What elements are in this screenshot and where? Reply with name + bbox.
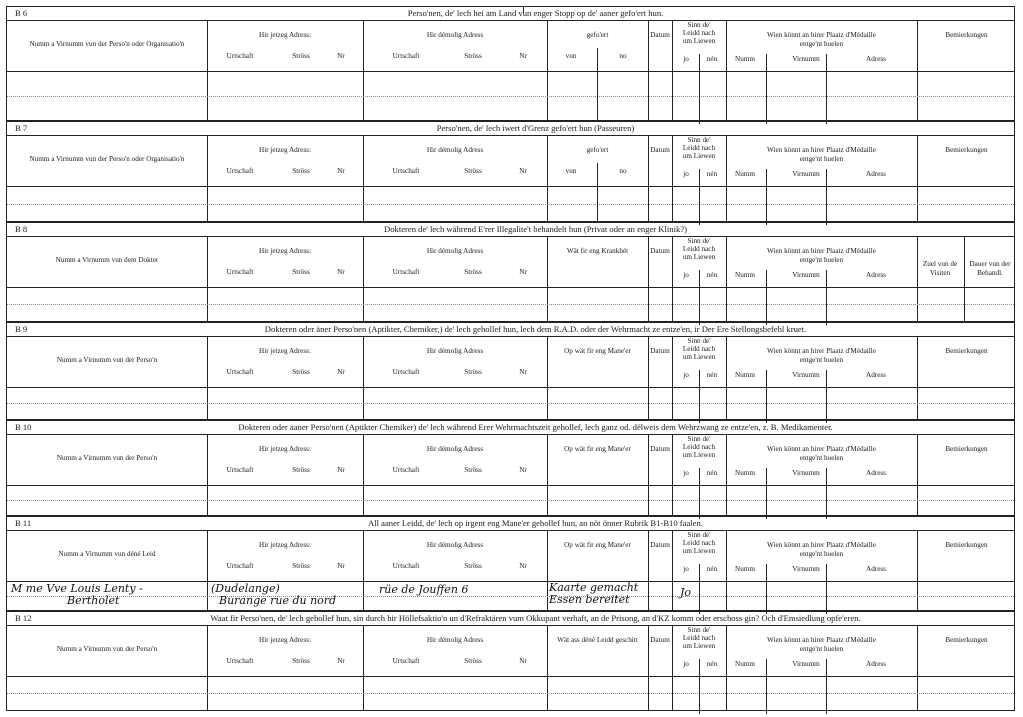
- former-address-header: Hir démolig Adress: [426, 636, 484, 644]
- former-town-subheader: Urtschaft: [392, 268, 420, 276]
- remarks-column-header: Bemierkungen: [945, 541, 988, 549]
- section-b11: [6, 516, 1015, 611]
- medal-column-header: Wien könnt an hirer Plaatz d'Médaille entge'nt huelen: [767, 31, 876, 48]
- no-subheader: nén: [706, 469, 718, 477]
- sense-column-header: Sinn de' Leidd nach um Liewen: [682, 531, 716, 555]
- section-title-row: [7, 612, 1014, 626]
- former-town-subheader: Urtschaft: [392, 562, 420, 570]
- extra-column-header: Wät ass déné Leidd geschitt: [557, 636, 638, 644]
- section-heading: Perso'nen, de' lech iwert d'Grenz gefo'ert hun (Passeuren): [436, 123, 635, 133]
- medal-subcolumn-divider: [826, 564, 827, 614]
- yes-subheader: jo: [683, 271, 689, 279]
- medal-subcolumn-divider: [826, 370, 827, 423]
- current-town-subheader: Urtschaft: [226, 657, 254, 665]
- current-address-header: Hir jetzeg Adress:: [259, 347, 311, 355]
- yes-subheader: jo: [683, 55, 689, 63]
- current-number-subheader: Nr: [337, 167, 345, 175]
- extra-column-header: Op wät fir eng Mane'er: [564, 541, 631, 549]
- medal-surname-subheader: Numm: [735, 565, 755, 573]
- section-heading: Dokteren de' lech während E'rer Illegalite't behandelt hun (Privat oder an enger Klinik?): [384, 224, 687, 234]
- former-address-header: Hir démolig Adress: [426, 31, 484, 39]
- former-address-header: Hir démolig Adress: [426, 247, 484, 255]
- extra-column-header: Wät fir eng Krankhét: [566, 247, 629, 255]
- current-town-subheader: Urtschaft: [226, 52, 254, 60]
- medal-subcolumn-divider: [766, 169, 767, 225]
- entry-row-divider: [7, 403, 1014, 404]
- extra-column-header: gefo'ert: [586, 31, 609, 39]
- entry-row-divider: [7, 693, 1014, 694]
- date-column-header: Datum: [650, 247, 670, 255]
- former-street-subheader: Ströss: [464, 466, 482, 474]
- former-town-subheader: Urtschaft: [392, 167, 420, 175]
- entry-row-divider: [7, 596, 1014, 597]
- medal-column-header: Wien könnt an hirer Plaatz d'Médaille entge'nt huelen: [767, 541, 876, 558]
- former-address-header: Hir démolig Adress: [426, 347, 484, 355]
- medal-firstname-subheader: Virnumm: [792, 660, 820, 668]
- section-title-row: [7, 122, 1014, 136]
- current-number-subheader: Nr: [337, 268, 345, 276]
- former-street-subheader: Ströss: [464, 52, 482, 60]
- medal-firstname-subheader: Virnumm: [792, 565, 820, 573]
- current-number-subheader: Nr: [337, 657, 345, 665]
- yes-subheader: jo: [683, 371, 689, 379]
- section-code: B 10: [15, 422, 32, 432]
- entry-row-divider: [7, 204, 1014, 205]
- remarks-subcolumn-divider: [964, 236, 965, 321]
- yes-no-divider: [699, 169, 700, 225]
- medal-subcolumn-divider: [766, 54, 767, 124]
- extra-column-header: Op wät fir eng Mane'er: [564, 347, 631, 355]
- sense-column-header: Sinn de' Leidd nach um Liewen: [682, 237, 716, 261]
- column-divider: [917, 236, 918, 321]
- medal-column-header: Wien könnt an hirer Plaatz d'Médaille entge'nt huelen: [767, 347, 876, 364]
- section-title-row: [7, 323, 1014, 337]
- former-town-subheader: Urtschaft: [392, 466, 420, 474]
- medal-surname-subheader: Numm: [735, 469, 755, 477]
- handwritten-name-line-2: Bertholet: [67, 594, 120, 607]
- former-number-subheader: Nr: [519, 562, 527, 570]
- handwritten-manner-line-2: Essen bereitet: [549, 593, 630, 606]
- section-b8: [6, 222, 1015, 322]
- section-b6: [6, 6, 1015, 121]
- handwritten-town-line-1: (Dudelange): [211, 582, 280, 595]
- remarks-column-header: Bemierkungen: [945, 347, 988, 355]
- header-divider: [7, 581, 1014, 582]
- medal-subcolumn-divider: [766, 270, 767, 325]
- section-title-row: [7, 421, 1014, 435]
- medal-address-subheader: Adress: [866, 170, 886, 178]
- section-title-row: [7, 223, 1014, 237]
- current-street-subheader: Ströss: [292, 466, 310, 474]
- entry-row-divider: [7, 304, 1014, 305]
- name-column-header: Numm a Virnumm vun der Perso'n oder Organisatio'n: [29, 155, 185, 163]
- yes-no-divider: [699, 659, 700, 714]
- medal-firstname-subheader: Virnumm: [792, 170, 820, 178]
- former-number-subheader: Nr: [519, 167, 527, 175]
- name-column-header: Numm a Virnumm vun der Perso'n: [56, 356, 158, 364]
- section-code: B 8: [15, 224, 28, 234]
- medal-subcolumn-divider: [766, 659, 767, 714]
- sense-column-header: Sinn de' Leidd nach um Liewen: [682, 136, 716, 160]
- medal-subcolumn-divider: [826, 270, 827, 325]
- former-number-subheader: Nr: [519, 368, 527, 376]
- section-b9: [6, 322, 1015, 420]
- current-street-subheader: Ströss: [292, 657, 310, 665]
- yes-no-divider: [699, 54, 700, 124]
- medal-firstname-subheader: Virnumm: [792, 469, 820, 477]
- former-number-subheader: Nr: [519, 268, 527, 276]
- section-title-row: [7, 7, 1014, 21]
- medal-address-subheader: Adress: [866, 469, 886, 477]
- yes-subheader: jo: [683, 170, 689, 178]
- handwritten-town-line-2: Burange rue du nord: [219, 594, 337, 607]
- no-subheader: nén: [706, 271, 718, 279]
- date-column-header: Datum: [650, 347, 670, 355]
- section-code: B 7: [15, 123, 28, 133]
- no-subheader: nén: [706, 170, 718, 178]
- former-number-subheader: Nr: [519, 52, 527, 60]
- former-number-subheader: Nr: [519, 466, 527, 474]
- current-address-header: Hir jetzeg Adress:: [259, 445, 311, 453]
- medal-subcolumn-divider: [826, 54, 827, 124]
- section-code: B 11: [15, 518, 32, 528]
- from-subheader: vun: [565, 167, 577, 175]
- sense-column-header: Sinn de' Leidd nach um Liewen: [682, 337, 716, 361]
- section-b12: [6, 611, 1015, 711]
- former-street-subheader: Ströss: [464, 268, 482, 276]
- former-street-subheader: Ströss: [464, 562, 482, 570]
- header-divider: [7, 287, 1014, 288]
- former-street-subheader: Ströss: [464, 657, 482, 665]
- section-b10: [6, 420, 1015, 516]
- section-heading: Dokteren oder aaner Perso'nen (Aptikter Chemiker) de' lech während Erer Wehrmachtszeit gehollef, lech ganz od. dëlweis dem Wehrzwang ze entze'en, z. B. Medikamenter.: [238, 422, 833, 432]
- visits-column-header: Zuel vun de Visiten: [922, 260, 958, 277]
- former-address-header: Hir démolig Adress: [426, 541, 484, 549]
- medal-address-subheader: Adress: [866, 271, 886, 279]
- no-subheader: nén: [706, 565, 718, 573]
- handwritten-name-line-1: M me Vve Louis Lenty -: [11, 582, 143, 595]
- current-address-header: Hir jetzeg Adress:: [259, 636, 311, 644]
- no-subheader: nén: [706, 55, 718, 63]
- name-column-header: Numm a Virnumm vun der Perso'n: [56, 454, 158, 462]
- no-subheader: nén: [706, 371, 718, 379]
- former-town-subheader: Urtschaft: [392, 657, 420, 665]
- name-column-header: Numm a Virnumm vun der Perso'n: [56, 645, 158, 653]
- name-column-header: Numm a Virnumm vun déné Leid: [58, 550, 156, 558]
- medal-subcolumn-divider: [766, 564, 767, 614]
- section-title-row: [7, 517, 1014, 531]
- header-divider: [7, 676, 1014, 677]
- current-street-subheader: Ströss: [292, 562, 310, 570]
- yes-no-divider: [699, 270, 700, 325]
- remarks-column-header: Bemierkungen: [945, 636, 988, 644]
- date-column-header: Datum: [650, 146, 670, 154]
- medal-surname-subheader: Numm: [735, 660, 755, 668]
- remarks-column-header: Bemierkungen: [945, 146, 988, 154]
- medal-address-subheader: Adress: [866, 565, 886, 573]
- handwritten-manner-line-1: Kaarte gemacht: [549, 581, 639, 594]
- current-town-subheader: Urtschaft: [226, 167, 254, 175]
- name-column-header: Numm a Virnumm vun dem Dokter: [55, 256, 159, 264]
- current-street-subheader: Ströss: [292, 167, 310, 175]
- subcolumn-divider: [597, 163, 598, 221]
- medal-address-subheader: Adress: [866, 55, 886, 63]
- entry-row-divider: [7, 500, 1014, 501]
- header-divider: [7, 186, 1014, 187]
- medal-firstname-subheader: Virnumm: [792, 55, 820, 63]
- section-heading: Waat fir Perso'nen, de' lech gehollef hun, sin durch hir Höllefsaktio'n un d'Refraktären vum Okkupant verhaft, an de Prisong, an d'KZ komm oder erschoss gin? Och d'Emsiedlung opfe'eren.: [210, 613, 861, 623]
- name-column-header: Numm a Virnumm vun der Perso'n oder Organisatio'n: [29, 40, 185, 48]
- entry-row-divider: [7, 96, 1014, 97]
- current-address-header: Hir jetzeg Adress:: [259, 31, 311, 39]
- yes-no-divider: [699, 370, 700, 423]
- medal-surname-subheader: Numm: [735, 55, 755, 63]
- medal-subcolumn-divider: [826, 659, 827, 714]
- current-number-subheader: Nr: [337, 52, 345, 60]
- medal-surname-subheader: Numm: [735, 371, 755, 379]
- current-address-header: Hir jetzeg Adress:: [259, 146, 311, 154]
- section-heading: All aaner Leidd, de' lech op irgent eng Mane'er gehollef hun, an nöt önner Rubrik B1-B10 faalen.: [368, 518, 703, 528]
- current-number-subheader: Nr: [337, 562, 345, 570]
- medal-firstname-subheader: Virnumm: [792, 271, 820, 279]
- header-divider: [7, 387, 1014, 388]
- to-subheader: no: [619, 52, 627, 60]
- current-address-header: Hir jetzeg Adress:: [259, 541, 311, 549]
- current-town-subheader: Urtschaft: [226, 466, 254, 474]
- former-street-subheader: Ströss: [464, 167, 482, 175]
- remarks-column-header: Bemierkungen: [945, 445, 988, 453]
- date-column-header: Datum: [650, 445, 670, 453]
- to-subheader: no: [619, 167, 627, 175]
- medal-surname-subheader: Numm: [735, 271, 755, 279]
- medal-subcolumn-divider: [766, 370, 767, 423]
- yes-no-divider: [699, 564, 700, 614]
- medal-surname-subheader: Numm: [735, 170, 755, 178]
- extra-column-header: gefo'ert: [586, 146, 609, 154]
- current-number-subheader: Nr: [337, 368, 345, 376]
- yes-subheader: jo: [683, 565, 689, 573]
- date-column-header: Datum: [650, 636, 670, 644]
- medal-firstname-subheader: Virnumm: [792, 371, 820, 379]
- header-divider: [7, 485, 1014, 486]
- subcolumn-divider: [597, 48, 598, 120]
- former-town-subheader: Urtschaft: [392, 52, 420, 60]
- medal-subcolumn-divider: [826, 468, 827, 519]
- handwritten-yes-mark: Jo: [680, 586, 692, 599]
- former-town-subheader: Urtschaft: [392, 368, 420, 376]
- yes-subheader: jo: [683, 469, 689, 477]
- extra-column-header: Op wät fir eng Mane'er: [564, 445, 631, 453]
- medal-subcolumn-divider: [826, 169, 827, 225]
- medal-subcolumn-divider: [766, 468, 767, 519]
- former-number-subheader: Nr: [519, 657, 527, 665]
- current-street-subheader: Ströss: [292, 52, 310, 60]
- section-code: B 9: [15, 324, 28, 334]
- yes-no-divider: [699, 468, 700, 519]
- current-town-subheader: Urtschaft: [226, 368, 254, 376]
- handwritten-street: rüe de Jouffen 6: [379, 583, 469, 596]
- medal-column-header: Wien könnt an hirer Plaatz d'Médaille entge'nt huelen: [767, 247, 876, 264]
- current-street-subheader: Ströss: [292, 368, 310, 376]
- header-divider: [7, 71, 1014, 72]
- section-code: B 6: [15, 8, 28, 18]
- former-street-subheader: Ströss: [464, 368, 482, 376]
- current-town-subheader: Urtschaft: [226, 562, 254, 570]
- sense-column-header: Sinn de' Leidd nach um Liewen: [682, 626, 716, 650]
- yes-subheader: jo: [683, 660, 689, 668]
- current-address-header: Hir jetzeg Adress:: [259, 247, 311, 255]
- registration-form-sheet: [6, 6, 1015, 711]
- former-address-header: Hir démolig Adress: [426, 445, 484, 453]
- current-street-subheader: Ströss: [292, 268, 310, 276]
- duration-column-header: Dauer vun der Behandl.: [969, 260, 1011, 277]
- date-column-header: Datum: [650, 541, 670, 549]
- remarks-column-header: Bemierkungen: [945, 31, 988, 39]
- medal-column-header: Wien könnt an hirer Plaatz d'Médaille entge'nt huelen: [767, 636, 876, 653]
- medal-address-subheader: Adress: [866, 371, 886, 379]
- medal-column-header: Wien könnt an hirer Plaatz d'Médaille entge'nt huelen: [767, 445, 876, 462]
- current-number-subheader: Nr: [337, 466, 345, 474]
- current-town-subheader: Urtschaft: [226, 268, 254, 276]
- section-heading: Dokteren oder äner Perso'nen (Aptikter, Chemiker,) de' lech gehollef hun, lech dem R.A.D. oder der Wehrmacht ze entze'en, ir Der Ere Stellongsbefehl kruet.: [264, 324, 807, 334]
- date-column-header: Datum: [650, 31, 670, 39]
- sense-column-header: Sinn de' Leidd nach um Liewen: [682, 21, 716, 45]
- section-b7: [6, 121, 1015, 222]
- section-code: B 12: [15, 613, 32, 623]
- no-subheader: nén: [706, 660, 718, 668]
- medal-column-header: Wien könnt an hirer Plaatz d'Médaille entge'nt huelen: [767, 146, 876, 163]
- medal-address-subheader: Adress: [866, 660, 886, 668]
- section-heading: Perso'nen, de' lech hei am Land vun enger Stopp op de' aaner gefo'ert hun.: [407, 8, 664, 18]
- from-subheader: vun: [565, 52, 577, 60]
- former-address-header: Hir démolig Adress: [426, 146, 484, 154]
- sense-column-header: Sinn de' Leidd nach um Liewen: [682, 435, 716, 459]
